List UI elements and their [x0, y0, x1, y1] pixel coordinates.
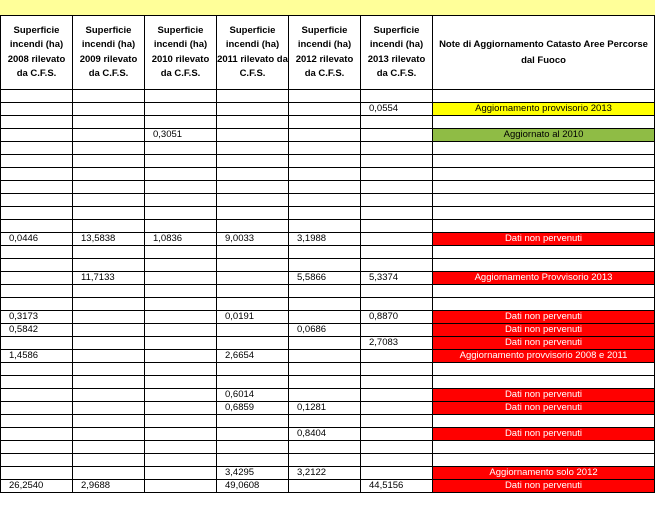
- value-cell[interactable]: [289, 298, 361, 311]
- value-cell[interactable]: [145, 441, 217, 454]
- value-cell[interactable]: [289, 337, 361, 350]
- table-row: [1, 142, 655, 155]
- value-cell[interactable]: 0,6014: [217, 389, 289, 402]
- value-cell[interactable]: [145, 311, 217, 324]
- value-cell[interactable]: [73, 415, 145, 428]
- value-cell[interactable]: 0,8870: [361, 311, 433, 324]
- value-cell[interactable]: [217, 285, 289, 298]
- note-cell[interactable]: [433, 259, 655, 272]
- value-cell[interactable]: [145, 155, 217, 168]
- value-cell[interactable]: [73, 90, 145, 103]
- value-cell[interactable]: [73, 246, 145, 259]
- value-cell[interactable]: 13,5838: [73, 233, 145, 246]
- note-cell[interactable]: [433, 298, 655, 311]
- table-row: [1, 129, 655, 142]
- value-cell[interactable]: [217, 376, 289, 389]
- value-cell[interactable]: [1, 376, 73, 389]
- table-row: [1, 311, 655, 324]
- value-cell[interactable]: [289, 454, 361, 467]
- note-cell[interactable]: [433, 415, 655, 428]
- table-row: [1, 246, 655, 259]
- value-cell[interactable]: [1, 129, 73, 142]
- value-cell[interactable]: [217, 272, 289, 285]
- value-cell[interactable]: [1, 441, 73, 454]
- value-cell[interactable]: [361, 194, 433, 207]
- value-cell[interactable]: 3,4295: [217, 467, 289, 480]
- value-cell[interactable]: [217, 428, 289, 441]
- value-cell[interactable]: [145, 337, 217, 350]
- value-cell[interactable]: [1, 428, 73, 441]
- value-cell[interactable]: [289, 389, 361, 402]
- note-cell[interactable]: [433, 155, 655, 168]
- value-cell[interactable]: 2,6654: [217, 350, 289, 363]
- value-cell[interactable]: [217, 363, 289, 376]
- table-row: [1, 350, 655, 363]
- table-row: [1, 480, 655, 493]
- note-cell[interactable]: Dati non pervenuti: [433, 233, 655, 246]
- note-cell[interactable]: [433, 441, 655, 454]
- table-row: [1, 324, 655, 337]
- table-row: [1, 90, 655, 103]
- value-cell[interactable]: 0,0191: [217, 311, 289, 324]
- header-cell[interactable]: Superficie incendi (ha) 2009 rilevato da C.F.S.: [73, 16, 145, 90]
- note-cell[interactable]: Dati non pervenuti: [433, 337, 655, 350]
- value-cell[interactable]: [361, 181, 433, 194]
- note-cell[interactable]: Aggiornamento provvisorio 2008 e 2011: [433, 350, 655, 363]
- value-cell[interactable]: [145, 181, 217, 194]
- note-cell[interactable]: [433, 207, 655, 220]
- note-cell[interactable]: Aggiornamento solo 2012: [433, 467, 655, 480]
- table-row: [1, 428, 655, 441]
- value-cell[interactable]: [1, 272, 73, 285]
- note-cell[interactable]: Dati non pervenuti: [433, 389, 655, 402]
- value-cell[interactable]: [73, 207, 145, 220]
- value-cell[interactable]: [217, 168, 289, 181]
- table-row: [1, 207, 655, 220]
- table-row: [1, 402, 655, 415]
- value-cell[interactable]: [145, 103, 217, 116]
- note-cell[interactable]: Aggiornamento Provvisorio 2013: [433, 272, 655, 285]
- value-cell[interactable]: 0,1281: [289, 402, 361, 415]
- value-cell[interactable]: [217, 194, 289, 207]
- value-cell[interactable]: 0,5842: [1, 324, 73, 337]
- note-cell[interactable]: Aggiornato al 2010: [433, 129, 655, 142]
- value-cell[interactable]: 49,0608: [217, 480, 289, 493]
- value-cell[interactable]: [217, 454, 289, 467]
- value-cell[interactable]: [73, 441, 145, 454]
- value-cell[interactable]: [217, 324, 289, 337]
- value-cell[interactable]: [289, 480, 361, 493]
- value-cell[interactable]: [361, 363, 433, 376]
- value-cell[interactable]: [289, 129, 361, 142]
- notes-header-cell[interactable]: Note di Aggiornamento Catasto Aree Percorse dal Fuoco: [433, 16, 655, 90]
- value-cell[interactable]: [73, 376, 145, 389]
- value-cell[interactable]: [217, 90, 289, 103]
- value-cell[interactable]: [145, 454, 217, 467]
- value-cell[interactable]: 2,9688: [73, 480, 145, 493]
- table-row: [1, 220, 655, 233]
- value-cell[interactable]: 1,0836: [145, 233, 217, 246]
- value-cell[interactable]: [289, 311, 361, 324]
- value-cell[interactable]: [73, 142, 145, 155]
- value-cell[interactable]: [361, 155, 433, 168]
- value-cell[interactable]: [217, 298, 289, 311]
- value-cell[interactable]: [217, 181, 289, 194]
- value-cell[interactable]: [145, 389, 217, 402]
- value-cell[interactable]: [73, 103, 145, 116]
- header-strip: [0, 0, 655, 16]
- value-cell[interactable]: [1, 298, 73, 311]
- value-cell[interactable]: [1, 181, 73, 194]
- value-cell[interactable]: [73, 155, 145, 168]
- value-cell[interactable]: [1, 155, 73, 168]
- value-cell[interactable]: [217, 259, 289, 272]
- value-cell[interactable]: [73, 363, 145, 376]
- value-cell[interactable]: [361, 350, 433, 363]
- value-cell[interactable]: [1, 116, 73, 129]
- table-row: [1, 103, 655, 116]
- value-cell[interactable]: [73, 454, 145, 467]
- value-cell[interactable]: [289, 181, 361, 194]
- value-cell[interactable]: 3,2122: [289, 467, 361, 480]
- value-cell[interactable]: 11,7133: [73, 272, 145, 285]
- note-cell[interactable]: [433, 454, 655, 467]
- value-cell[interactable]: [73, 298, 145, 311]
- value-cell[interactable]: [217, 441, 289, 454]
- value-cell[interactable]: [1, 207, 73, 220]
- value-cell[interactable]: 0,6859: [217, 402, 289, 415]
- value-cell[interactable]: [289, 285, 361, 298]
- value-cell[interactable]: [361, 454, 433, 467]
- value-cell[interactable]: [217, 246, 289, 259]
- value-cell[interactable]: 2,7083: [361, 337, 433, 350]
- value-cell[interactable]: [145, 428, 217, 441]
- value-cell[interactable]: [289, 103, 361, 116]
- value-cell[interactable]: [1, 363, 73, 376]
- value-cell[interactable]: [1, 103, 73, 116]
- value-cell[interactable]: [145, 272, 217, 285]
- table-row: [1, 415, 655, 428]
- value-cell[interactable]: [361, 90, 433, 103]
- note-cell[interactable]: [433, 168, 655, 181]
- value-cell[interactable]: [145, 285, 217, 298]
- value-cell[interactable]: [217, 207, 289, 220]
- value-cell[interactable]: [145, 415, 217, 428]
- value-cell[interactable]: [73, 428, 145, 441]
- value-cell[interactable]: [73, 402, 145, 415]
- note-cell[interactable]: [433, 220, 655, 233]
- table-row: [1, 272, 655, 285]
- value-cell[interactable]: [145, 168, 217, 181]
- note-cell[interactable]: [433, 376, 655, 389]
- value-cell[interactable]: [73, 350, 145, 363]
- value-cell[interactable]: [289, 246, 361, 259]
- value-cell[interactable]: [1, 90, 73, 103]
- value-cell[interactable]: [1, 415, 73, 428]
- value-cell[interactable]: [1, 467, 73, 480]
- value-cell[interactable]: [361, 168, 433, 181]
- value-cell[interactable]: [217, 142, 289, 155]
- value-cell[interactable]: 5,5866: [289, 272, 361, 285]
- value-cell[interactable]: [73, 324, 145, 337]
- table-row: [1, 376, 655, 389]
- value-cell[interactable]: [289, 415, 361, 428]
- value-cell[interactable]: [361, 467, 433, 480]
- value-cell[interactable]: 1,4586: [1, 350, 73, 363]
- value-cell[interactable]: [289, 155, 361, 168]
- value-cell[interactable]: [217, 116, 289, 129]
- value-cell[interactable]: [217, 155, 289, 168]
- value-cell[interactable]: 0,0686: [289, 324, 361, 337]
- value-cell[interactable]: 44,5156: [361, 480, 433, 493]
- note-cell[interactable]: [433, 194, 655, 207]
- value-cell[interactable]: [1, 194, 73, 207]
- value-cell[interactable]: [361, 441, 433, 454]
- value-cell[interactable]: [73, 311, 145, 324]
- value-cell[interactable]: 0,0446: [1, 233, 73, 246]
- value-cell[interactable]: [73, 116, 145, 129]
- header-cell[interactable]: Superficie incendi (ha) 2012 rilevato da C.F.S.: [289, 16, 361, 90]
- value-cell[interactable]: [361, 220, 433, 233]
- value-cell[interactable]: [1, 142, 73, 155]
- header-cell[interactable]: Superficie incendi (ha) 2011 rilevato da C.F.S.: [217, 16, 289, 90]
- note-cell[interactable]: Dati non pervenuti: [433, 402, 655, 415]
- value-cell[interactable]: [289, 350, 361, 363]
- value-cell[interactable]: [361, 259, 433, 272]
- value-cell[interactable]: [1, 220, 73, 233]
- note-cell[interactable]: [433, 142, 655, 155]
- value-cell[interactable]: [145, 246, 217, 259]
- table-row: [1, 454, 655, 467]
- value-cell[interactable]: [145, 207, 217, 220]
- note-cell[interactable]: Dati non pervenuti: [433, 324, 655, 337]
- table-row: [1, 389, 655, 402]
- table-row: [1, 467, 655, 480]
- header-cell[interactable]: Superficie incendi (ha) 2008 rilevato da C.F.S.: [1, 16, 73, 90]
- value-cell[interactable]: [361, 207, 433, 220]
- note-cell[interactable]: [433, 285, 655, 298]
- note-cell[interactable]: Aggiornamento provvisorio 2013: [433, 103, 655, 116]
- table-row: [1, 194, 655, 207]
- value-cell[interactable]: [361, 376, 433, 389]
- value-cell[interactable]: [73, 337, 145, 350]
- value-cell[interactable]: [145, 90, 217, 103]
- table-row: [1, 116, 655, 129]
- value-cell[interactable]: 5,3374: [361, 272, 433, 285]
- value-cell[interactable]: [361, 415, 433, 428]
- table-row: [1, 168, 655, 181]
- table-row: [1, 259, 655, 272]
- value-cell[interactable]: [1, 168, 73, 181]
- value-cell[interactable]: [361, 298, 433, 311]
- value-cell[interactable]: [145, 259, 217, 272]
- value-cell[interactable]: [145, 467, 217, 480]
- header-cell[interactable]: Superficie incendi (ha) 2013 rilevato da C.F.S.: [361, 16, 433, 90]
- value-cell[interactable]: [145, 220, 217, 233]
- table-row: [1, 363, 655, 376]
- value-cell[interactable]: [1, 454, 73, 467]
- value-cell[interactable]: [73, 259, 145, 272]
- value-cell[interactable]: [145, 324, 217, 337]
- table-body: [1, 90, 655, 493]
- value-cell[interactable]: [1, 389, 73, 402]
- value-cell[interactable]: [73, 194, 145, 207]
- value-cell[interactable]: [361, 428, 433, 441]
- note-cell[interactable]: [433, 246, 655, 259]
- value-cell[interactable]: [145, 116, 217, 129]
- note-cell[interactable]: Dati non pervenuti: [433, 428, 655, 441]
- value-cell[interactable]: [361, 285, 433, 298]
- value-cell[interactable]: [145, 402, 217, 415]
- value-cell[interactable]: [289, 220, 361, 233]
- value-cell[interactable]: [361, 233, 433, 246]
- value-cell[interactable]: [361, 324, 433, 337]
- value-cell[interactable]: [145, 480, 217, 493]
- value-cell[interactable]: [217, 220, 289, 233]
- value-cell[interactable]: [1, 259, 73, 272]
- value-cell[interactable]: [73, 389, 145, 402]
- value-cell[interactable]: [145, 194, 217, 207]
- value-cell[interactable]: [145, 298, 217, 311]
- value-cell[interactable]: [73, 181, 145, 194]
- table-row: [1, 441, 655, 454]
- value-cell[interactable]: [73, 220, 145, 233]
- table-row: [1, 233, 655, 246]
- table-row: [1, 337, 655, 350]
- value-cell[interactable]: [1, 402, 73, 415]
- value-cell[interactable]: [1, 337, 73, 350]
- value-cell[interactable]: [361, 402, 433, 415]
- fire-area-table: [0, 15, 655, 493]
- value-cell[interactable]: [289, 207, 361, 220]
- note-cell[interactable]: [433, 90, 655, 103]
- value-cell[interactable]: [289, 376, 361, 389]
- value-cell[interactable]: [217, 337, 289, 350]
- value-cell[interactable]: [361, 142, 433, 155]
- value-cell[interactable]: [145, 350, 217, 363]
- value-cell[interactable]: 0,3051: [145, 129, 217, 142]
- value-cell[interactable]: [217, 129, 289, 142]
- table-row: [1, 155, 655, 168]
- table-row: [1, 181, 655, 194]
- value-cell[interactable]: [361, 246, 433, 259]
- value-cell[interactable]: [145, 142, 217, 155]
- value-cell[interactable]: [361, 389, 433, 402]
- value-cell[interactable]: [217, 103, 289, 116]
- value-cell[interactable]: [217, 415, 289, 428]
- value-cell[interactable]: [145, 363, 217, 376]
- value-cell[interactable]: 9,0033: [217, 233, 289, 246]
- note-cell[interactable]: [433, 363, 655, 376]
- value-cell[interactable]: 0,8404: [289, 428, 361, 441]
- value-cell[interactable]: 0,3173: [1, 311, 73, 324]
- value-cell[interactable]: [73, 129, 145, 142]
- value-cell[interactable]: [73, 467, 145, 480]
- note-cell[interactable]: Dati non pervenuti: [433, 311, 655, 324]
- note-cell[interactable]: [433, 181, 655, 194]
- value-cell[interactable]: [361, 129, 433, 142]
- value-cell[interactable]: [145, 376, 217, 389]
- value-cell[interactable]: [1, 246, 73, 259]
- value-cell[interactable]: [289, 142, 361, 155]
- value-cell[interactable]: [361, 116, 433, 129]
- table-row: [1, 298, 655, 311]
- table-row: [1, 285, 655, 298]
- value-cell[interactable]: [289, 90, 361, 103]
- value-cell[interactable]: [289, 116, 361, 129]
- value-cell[interactable]: 3,1988: [289, 233, 361, 246]
- value-cell[interactable]: [73, 168, 145, 181]
- value-cell[interactable]: [73, 285, 145, 298]
- header-cell[interactable]: Superficie incendi (ha) 2010 rilevato da C.F.S.: [145, 16, 217, 90]
- header-row: [1, 16, 655, 90]
- value-cell[interactable]: 26,2540: [1, 480, 73, 493]
- value-cell[interactable]: [289, 194, 361, 207]
- note-cell[interactable]: [433, 116, 655, 129]
- value-cell[interactable]: 0,0554: [361, 103, 433, 116]
- value-cell[interactable]: [289, 168, 361, 181]
- note-cell[interactable]: Dati non pervenuti: [433, 480, 655, 493]
- value-cell[interactable]: [1, 285, 73, 298]
- value-cell[interactable]: [289, 259, 361, 272]
- value-cell[interactable]: [289, 441, 361, 454]
- value-cell[interactable]: [289, 363, 361, 376]
